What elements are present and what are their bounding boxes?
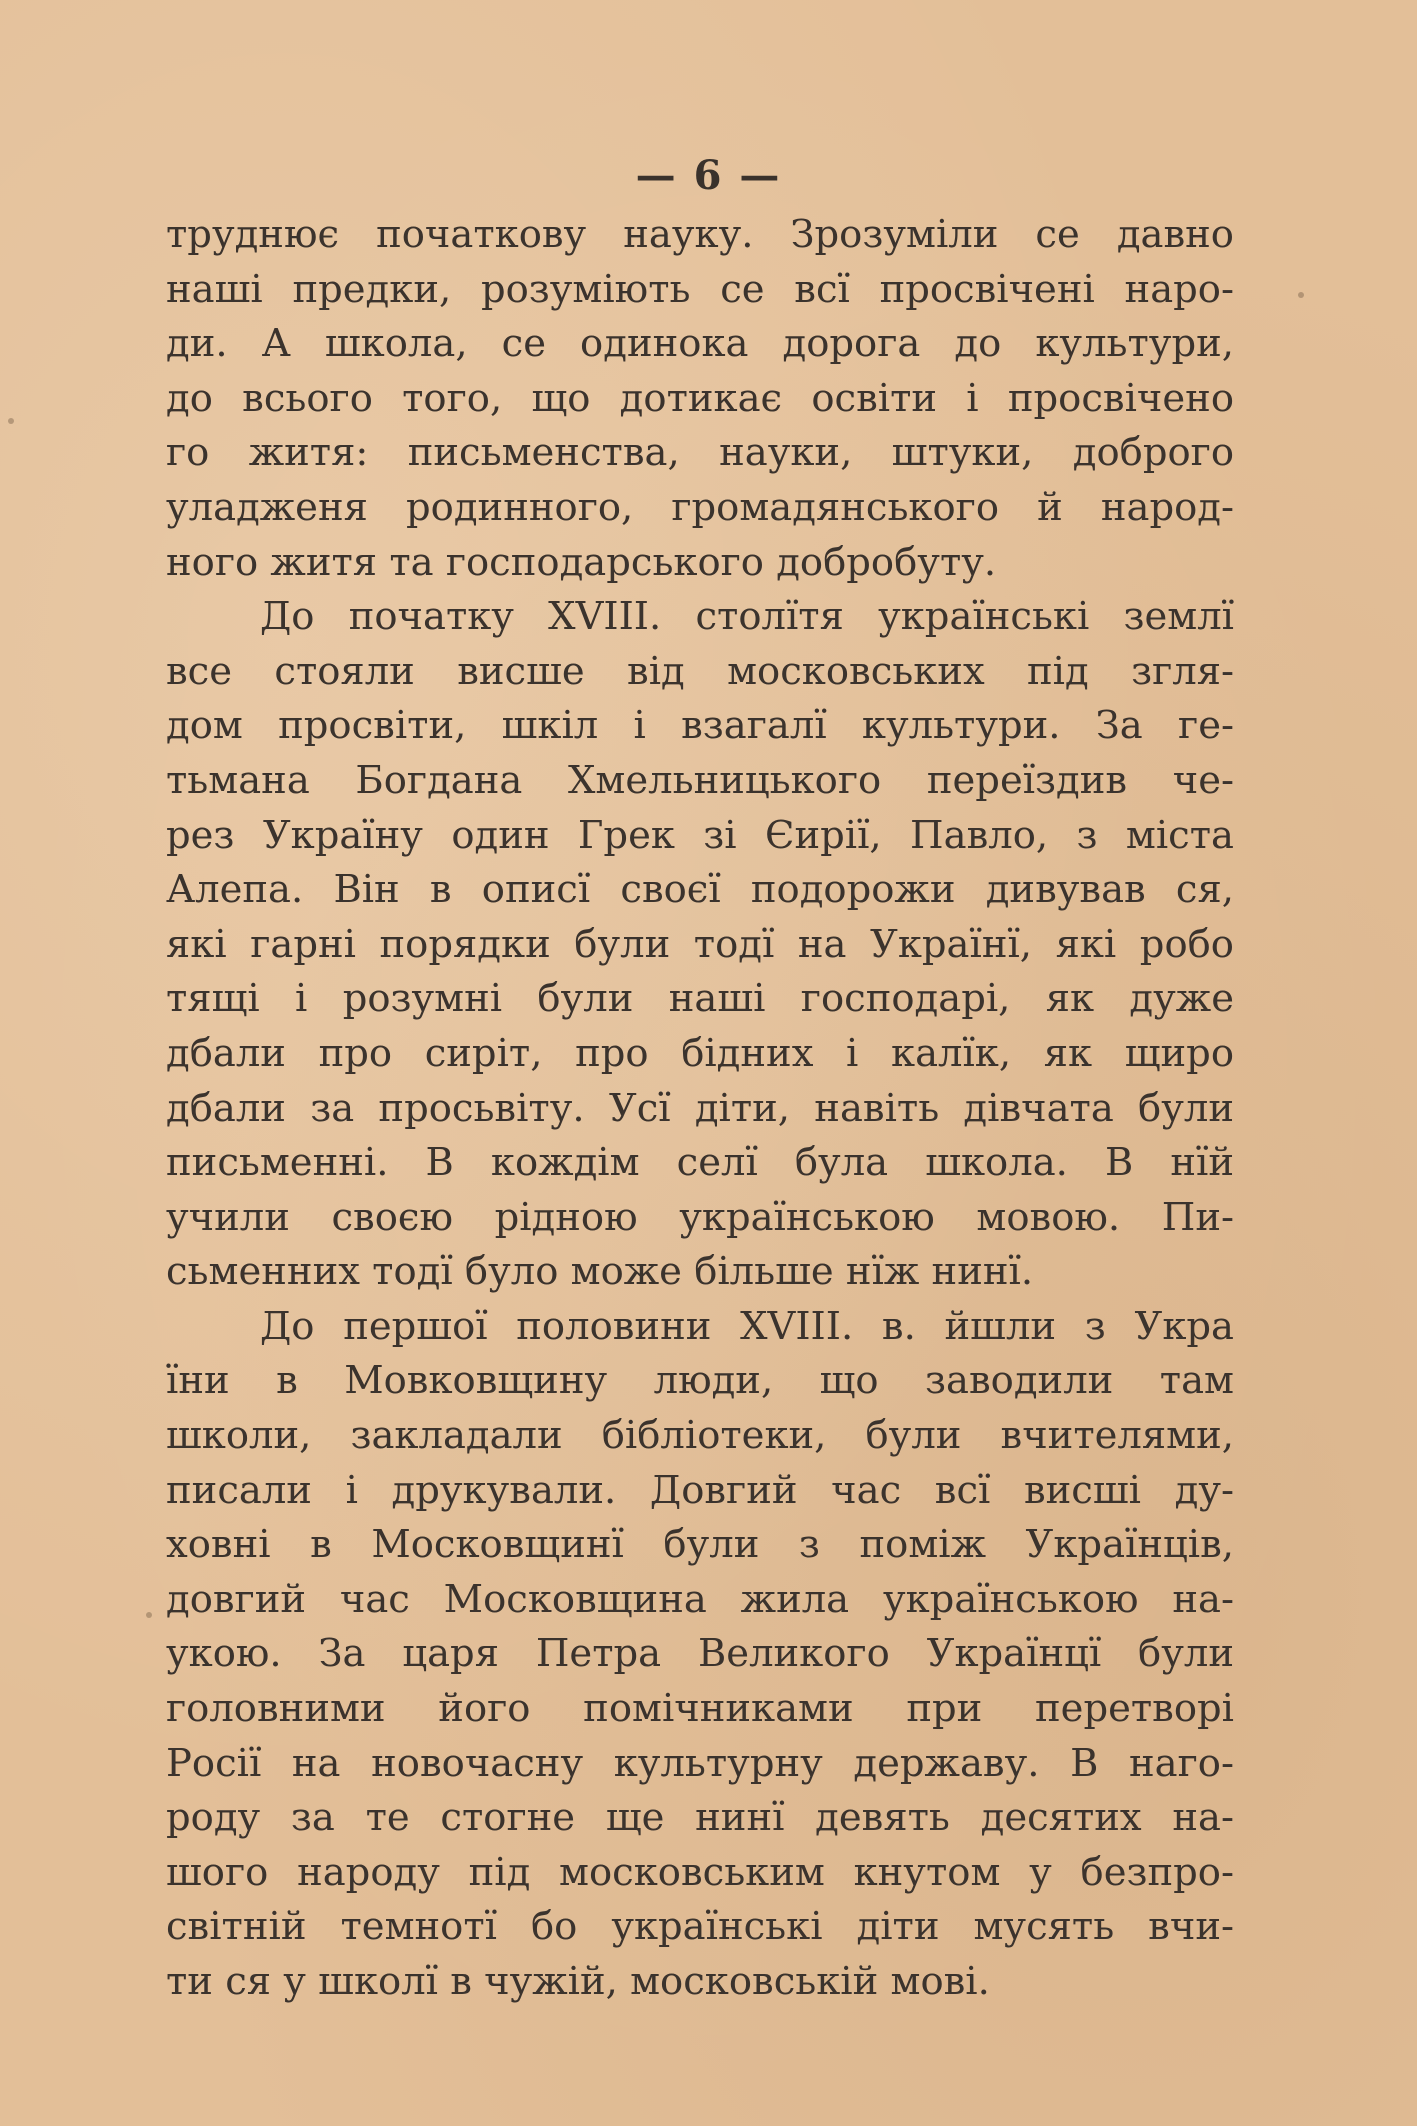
text-line: труднює початкову науку. Зрозуміли се давно xyxy=(166,212,1234,257)
paper-speck xyxy=(8,418,14,424)
text-line: головними його помічниками при перетворі xyxy=(166,1686,1234,1732)
text-line: ховні в Московщинї були з поміж Українців, xyxy=(166,1522,1234,1568)
text-line: До першої половини XVIII. в. йшли з Укра xyxy=(260,1303,1234,1349)
text-line: дом просвіти, шкіл і взагалї культури. За ге- xyxy=(166,703,1234,749)
text-line: довгий час Московщина жила українською на- xyxy=(166,1576,1234,1622)
text-line: шого народу під московським кнутом у безпро- xyxy=(166,1849,1234,1895)
text-line: які гарні порядки були тодї на Українї, які робо xyxy=(166,921,1234,967)
text-line: тящі і розумні були наші господарі, як дуже xyxy=(166,976,1234,1022)
text-line: світній темнотї бо українські діти мусять вчи- xyxy=(166,1904,1234,1950)
text-line: дбали про сиріт, про бідних і калїк, як щиро xyxy=(166,1030,1234,1076)
text-line: їни в Мовковщину люди, що заводили там xyxy=(166,1358,1234,1404)
text-line: школи, закладали бібліотеки, були вчителями, xyxy=(166,1413,1234,1459)
paper-speck xyxy=(146,1612,152,1618)
text-line: уладженя родинного, громадянського й народ- xyxy=(166,484,1234,530)
text-line: все стояли висше від московських під згля- xyxy=(166,648,1234,694)
text-line: письменні. В кождім селї була школа. В нїй xyxy=(166,1140,1234,1186)
text-line: роду за те стогне ще нинї девять десятих на- xyxy=(166,1795,1234,1841)
paper-speck xyxy=(1298,292,1304,298)
text-line: Алепа. Він в описї своєї подорожи дивував ся, xyxy=(166,867,1234,913)
body-text xyxy=(166,208,1234,2010)
text-line: Росії на новочасну культурну державу. В наго- xyxy=(166,1740,1234,1786)
text-line: наші предки, розуміють се всї просвічені наро- xyxy=(166,266,1234,312)
text-line: дбали за просьвіту. Усї діти, навіть дівчата були xyxy=(166,1085,1234,1131)
text-line: сьменних тодї було може більше нїж нинї. xyxy=(166,1249,1034,1295)
text-line: ного житя та господарського добробуту. xyxy=(166,539,997,585)
text-line: го житя: письменства, науки, штуки, доброго xyxy=(166,430,1234,476)
text-line: до всього того, що дотикає освіти і просвічено xyxy=(166,375,1234,421)
text-line: учили своєю рідною українською мовою. Пи- xyxy=(166,1194,1234,1240)
text-line: укою. За царя Петра Великого Українцї були xyxy=(166,1631,1234,1677)
text-line: писали і друкували. Довгий час всї висші ду- xyxy=(166,1467,1234,1513)
text-line: ти ся у школї в чужій, московській мові. xyxy=(166,1959,990,2004)
page-number: — 6 — xyxy=(635,152,782,199)
text-line: До початку XVIII. столїтя українські землї xyxy=(260,594,1234,640)
text-line: рез Україну один Грек зі Єирії, Павло, з міста xyxy=(166,812,1234,858)
text-line: тьмана Богдана Хмельницького переїздив че- xyxy=(166,757,1234,803)
text-line: ди. А школа, се одинока дорога до культури, xyxy=(166,321,1234,367)
